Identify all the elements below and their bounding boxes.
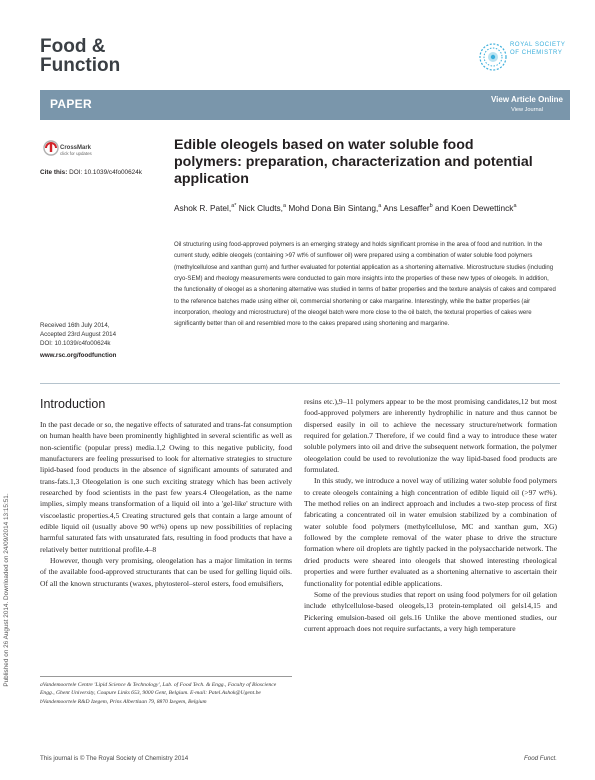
view-journal-link[interactable]: View Journal xyxy=(511,107,543,113)
affiliation-b: bVandemoortele R&D Izegem, Prins Albertlaan 79, 8870 Izegem, Belgium xyxy=(40,698,207,705)
author-list xyxy=(174,201,554,214)
paragraph: In the past decade or so, the negative effects of saturated and trans-fat consumption on human health have been prominently highlighted in several scientific as well as non-scientific (popular press) media.1,2 Owing to this negative publicity, food manufacturers are feeling pressurised to look for alternative strategies to structure lipid-based food products in the absence of significant amounts of saturated and trans-fats.1,3 Oleogelation is one such exciting strategy which has been actively researched by food scientists in the past few years.4 Oleogelation, as the name implies, simply means transformation of a liquid oil into a 'gel-like' structure with viscoelastic properties.4,5 Creating structured gels that contain a large amount of edible liquid oil (usually above 90 wt%) opens up new possibilities of replacing harmful saturated fats with unsaturated fats, resulting in food products that have a relatively better nutritional profile.4–8 xyxy=(40,420,292,554)
journal-url[interactable]: www.rsc.org/foodfunction xyxy=(40,351,117,359)
crossmark-icon xyxy=(44,141,58,155)
view-article-online-link[interactable]: View Article Online xyxy=(490,95,563,104)
affiliations xyxy=(40,681,292,706)
body-column-left xyxy=(40,419,292,589)
paragraph: resins etc.),9–11 polymers appear to be the most promising candidates,12 but most food-approved polymers are inherently hydrophilic in nature and thus cannot be dispersed easily in oil to achieve the necessary structure/network formation required for gelation.7 Therefore, if we could find a way to introduce these water soluble polymers into oil and drive the subsequent network formation, the polymer oleogelation could be used to revolutionize the way lipid-based food products are formulated. xyxy=(304,397,557,475)
cite-this xyxy=(40,169,142,176)
article-history xyxy=(40,322,116,361)
article-type-label: PAPER xyxy=(50,97,92,111)
body-column-right xyxy=(304,396,557,634)
abstract: Oil structuring using food-approved polymers is an emerging strategy and holds significant promise in the area of food and nutrition. In the current study, edible oleogels (containing >97 wt% of sunflower oil) were prepared using a combination of water soluble food polymers (methylcellulose and xanthan gum) and further evaluated for potential application as a shortening alternative. Microstructure studies (including cryo-SEM) and rheology measurements were conducted to gain more insights into the properties of these new types of oleogels. In addition, the functionality of oleogel as a shortening alternative was studied in terms of batter properties and the texture analysis of cakes and compared to the reference batches made using either oil, commercial shortening or cake margarine. Interestingly, while the batter properties (air incorporation, rheology and microstructure) of the oleogel batch were more close to the oil batch, the textural properties of cakes were significantly better than oil and resembled more to the cakes prepared using shortening and margarine. xyxy=(174,242,556,328)
crossmark-label-main: CrossMark xyxy=(60,145,92,151)
rsc-wordmark-line1: ROYAL SOCIETY xyxy=(510,42,566,48)
crossmark-label xyxy=(60,145,92,157)
rsc-logo[interactable] xyxy=(478,33,568,83)
download-note: Published on 26 August 2014. Downloaded on 24/09/2014 13:15:51. xyxy=(3,493,10,687)
article-title: Edible oleogels based on water soluble food polymers: preparation, characterization and potential application xyxy=(174,137,533,187)
footer-journal: Food Funct. xyxy=(523,755,557,762)
author-1[interactable]: Ashok R. Patel,$^{a*}$ xyxy=(174,202,237,213)
rsc-wordmark xyxy=(510,42,565,57)
footer-copyright: This journal is © The Royal Society of Chemistry 2014 xyxy=(40,755,189,762)
paragraph: In this study, we introduce a novel way of utilizing water soluble food polymers to create oleogels containing a high concentration of edible liquid oil (>97 wt%). The method relies on an indirect approach and includes a two-step process of first fabricating a concentrated oil in water emulsion stabilized by a combination of water soluble food polymers (methylcellulose, MC and xanthan gum, XG) followed by the complete removal of the water phase to drive the structure formation where oil droplets are tightly packed in the polysaccharide network. The dried products were sheared into oleogels that showed interesting rheological properties and were further evaluated as a shortening alternative to ascertain their functionality for potential edible applications. xyxy=(304,476,557,588)
history-doi[interactable]: DOI: 10.1039/c4fo00624k xyxy=(40,339,111,347)
author-3[interactable]: Mohd Dona Bin Sintang,$^a$ xyxy=(288,202,382,213)
footnote-divider xyxy=(40,676,292,677)
paragraph: Some of the previous studies that report on using food polymers for oil gelation include ethylcellulose-based oleogels,13 protein-templated oil gels14,15 and Pickering emulsion-based oil gels.16 Unlike the above mentioned studies, our current approach does not require surfactants, a very high temperature xyxy=(304,589,557,633)
author-2[interactable]: Nick Cludts,$^a$ xyxy=(238,202,287,213)
section-heading-introduction: Introduction xyxy=(40,397,106,411)
accepted-date: Accepted 23rd August 2014 xyxy=(40,330,117,338)
paragraph: However, though very promising, oleogelation has a major limitation in terms of the available food-approved structurants that can be used for gelling liquid oils. Of all the known structurants (waxes, phytosterol–sterol esters, food emulsifiers, xyxy=(40,556,292,588)
affiliation-a: aVandemoortele Centre 'Lipid Science & Technology', Lab. of Food Tech. & Engg., Faculty of Bioscience Engg., Ghent University, Coupure Links 653, 9000 Gent, Belgium. E-mail: Patel.Ashok@Ugent.be xyxy=(40,682,277,697)
author-4[interactable]: Ans Lesaffer$^b$ xyxy=(383,202,433,213)
crossmark-label-sub: click for updates xyxy=(60,151,92,156)
cite-doi[interactable]: DOI: 10.1039/c4fo00624k xyxy=(69,169,142,176)
journal-title-line2: Function xyxy=(40,55,121,76)
received-date: Received 16th July 2014, xyxy=(40,322,110,329)
journal-title[interactable] xyxy=(40,37,120,75)
author-5[interactable]: and Koen Dewettinck$^a$ xyxy=(435,202,517,213)
cite-label: Cite this: xyxy=(40,169,68,176)
rsc-emblem-icon xyxy=(480,44,506,70)
journal-title-line1: Food & xyxy=(40,36,106,57)
section-divider xyxy=(40,383,560,384)
rsc-wordmark-line2: OF CHEMISTRY xyxy=(510,49,563,56)
